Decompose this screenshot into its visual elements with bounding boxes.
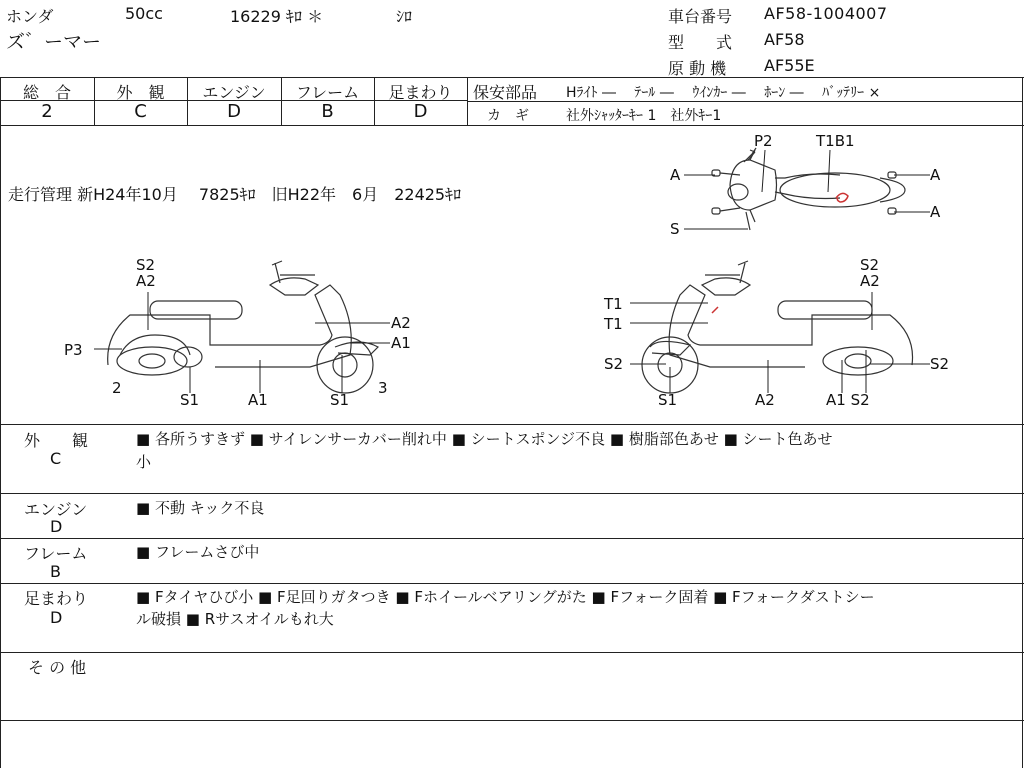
grade-label-frame: フレーム xyxy=(295,83,360,102)
safety-items: Hﾗｲﾄ ― ﾃｰﾙ ― ｳｲﾝｶｰ ― ﾎｰﾝ ― ﾊﾞｯﾃﾘｰ × xyxy=(566,85,881,101)
grade-label-exterior: 外 観 xyxy=(116,83,165,102)
remark-grade-frame: B xyxy=(50,562,61,581)
remark-grade-engine: D xyxy=(50,517,63,536)
label-a2-right-bottom: A2 xyxy=(755,391,775,409)
remark-divider-4 xyxy=(0,652,1024,653)
remark-label-suspension: 足まわり xyxy=(24,589,89,608)
grade-suspension: D xyxy=(413,101,428,122)
maker: ホンダ xyxy=(6,7,54,26)
remark-label-engine: エンジン xyxy=(24,500,88,519)
grades-divider xyxy=(0,125,1024,126)
frame-no: AF58-1004007 xyxy=(764,4,888,23)
label-a1-left-bottom: A1 xyxy=(248,391,268,409)
mileage: 16229 ｷﾛ ＊ xyxy=(230,7,324,26)
label-a-right-bottom: A xyxy=(930,203,941,221)
model-type: AF58 xyxy=(764,30,805,49)
label-s2-right-front: S2 xyxy=(604,355,624,373)
label-a-right-top: A xyxy=(930,166,941,184)
header-divider xyxy=(0,77,1024,78)
left-border xyxy=(0,77,1,768)
scooter-top-view xyxy=(660,130,960,240)
label-3: 3 xyxy=(378,379,388,397)
diagram-divider xyxy=(0,424,1024,425)
label-t1-b: T1 xyxy=(604,315,623,333)
remark-divider-1 xyxy=(0,493,1024,494)
label-s-top: S xyxy=(670,220,680,238)
remark-text-exterior-2: 小 xyxy=(136,453,152,471)
mileage-history: 走行管理 新H24年10月 7825ｷﾛ 旧H22年 6月 22425ｷﾛ xyxy=(8,185,462,204)
label-s2-right-rear: S2 xyxy=(930,355,950,373)
key-value: 社外ｼｬｯﾀｰｷｰ 1 社外ｷｰ1 xyxy=(566,108,722,124)
type-label: 型 式 xyxy=(668,33,733,52)
grade-label-suspension: 足まわり xyxy=(388,83,453,102)
remark-text-suspension: ■ Fタイヤひび小 ■ F足回りガタつき ■ Fホイールベアリングがた ■ Fフォーク固着 ■ Fフォークダストシー xyxy=(136,588,875,606)
remark-divider-5 xyxy=(0,720,1024,721)
scooter-right-view xyxy=(600,255,970,415)
model-name: ズ゛ーマー xyxy=(6,31,102,53)
grade-engine: D xyxy=(227,101,241,122)
label-p2: P2 xyxy=(754,132,773,150)
label-p3: P3 xyxy=(64,341,83,359)
label-a1-left-front: A1 xyxy=(391,334,411,352)
remark-text-frame: ■ フレームさび中 xyxy=(136,543,260,561)
remark-divider-3 xyxy=(0,583,1024,584)
grade-label-overall: 総 合 xyxy=(22,83,71,102)
right-border xyxy=(1022,77,1023,768)
label-a2-left-front: A2 xyxy=(391,314,411,332)
displacement: 50cc xyxy=(125,4,163,23)
remark-grade-exterior: C xyxy=(50,449,62,468)
damage-mark-right xyxy=(712,307,718,313)
grade-label-engine: エンジン xyxy=(202,83,266,102)
label-s2-left: S2 xyxy=(136,256,156,274)
remark-text-suspension-2: ル破損 ■ Rサスオイルもれ大 xyxy=(136,610,334,628)
label-s2-right: S2 xyxy=(860,256,880,274)
key-label: カ ギ xyxy=(487,108,529,124)
label-a2-left-top: A2 xyxy=(136,272,156,290)
grade-frame: B xyxy=(321,101,334,122)
remark-grade-suspension: D xyxy=(50,608,63,627)
label-s1-left-front: S1 xyxy=(330,391,350,409)
body-color: ｼﾛ xyxy=(396,7,413,26)
frame-no-label: 車台番号 xyxy=(668,7,733,26)
label-2: 2 xyxy=(112,379,122,397)
remark-text-exterior: ■ 各所うすきず ■ サイレンサーカバー削れ中 ■ シートスポンジ不良 ■ 樹脂部色あせ ■ シート色あせ xyxy=(136,430,833,448)
label-s1-left: S1 xyxy=(180,391,200,409)
remark-label-frame: フレーム xyxy=(24,544,88,563)
label-t1b1: T1B1 xyxy=(816,132,855,150)
remark-divider-2 xyxy=(0,538,1024,539)
label-a-left: A xyxy=(670,166,681,184)
safety-label: 保安部品 xyxy=(473,83,538,102)
label-a2-right-top: A2 xyxy=(860,272,880,290)
grade-overall: 2 xyxy=(41,101,53,122)
grade-exterior: C xyxy=(134,101,147,122)
engine-type: AF55E xyxy=(764,56,815,75)
label-s1-right: S1 xyxy=(658,391,678,409)
remark-label-exterior: 外 観 xyxy=(24,431,89,450)
scooter-left-view xyxy=(60,255,430,415)
remark-label-other: そ の 他 xyxy=(28,658,87,677)
remark-text-engine: ■ 不動 キック不良 xyxy=(136,499,265,517)
label-t1-a: T1 xyxy=(604,295,623,313)
label-a1s2-right: A1 S2 xyxy=(826,391,870,409)
engine-label: 原 動 機 xyxy=(668,59,727,78)
